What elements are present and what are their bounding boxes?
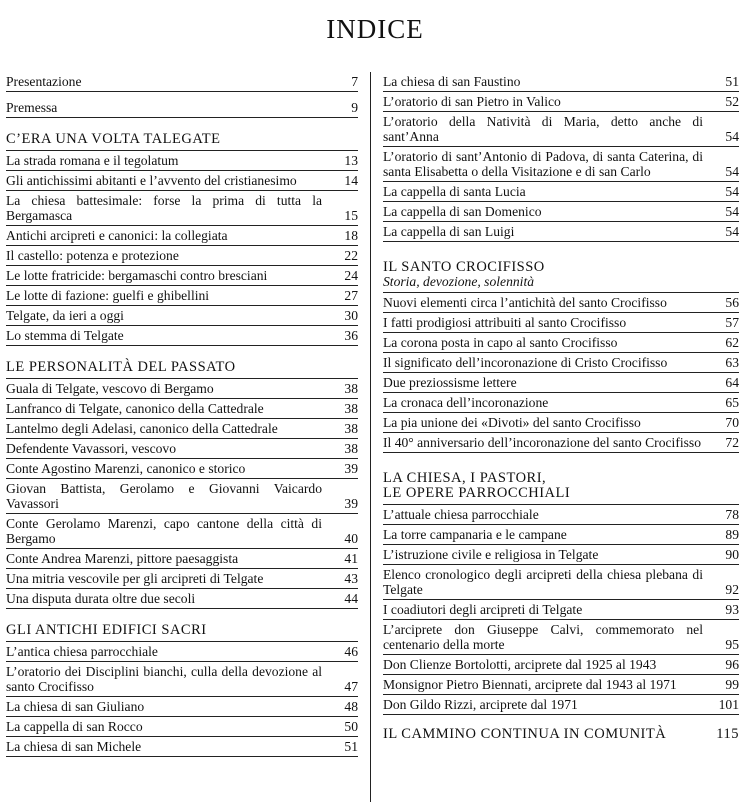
entry-title: Gli antichissimi abitanti e l’avvento del cristianesimo xyxy=(6,173,297,188)
toc-entry[interactable] xyxy=(6,514,358,549)
entry-title: Il castello: potenza e protezione xyxy=(6,248,179,263)
entry-title: Due preziossisme lettere xyxy=(383,375,517,390)
page-number: 13 xyxy=(344,153,358,168)
toc-entry[interactable] xyxy=(383,72,739,92)
entry-title: I fatti prodigiosi attribuiti al santo Crocifisso xyxy=(383,315,627,330)
page-number: 38 xyxy=(344,381,358,396)
entry-title: Conte Gerolamo Marenzi, capo cantone della città di Bergamo xyxy=(6,516,322,546)
entry-title: La cappella di san Rocco xyxy=(6,719,143,734)
entry-title: La cappella di san Luigi xyxy=(383,224,515,239)
toc-entry[interactable] xyxy=(383,675,739,695)
toc-entry[interactable] xyxy=(383,505,739,525)
page-number: 39 xyxy=(344,461,358,476)
page-number: 90 xyxy=(725,547,739,562)
page-number: 56 xyxy=(725,295,739,310)
toc-entry[interactable] xyxy=(6,171,358,191)
page-number: 47 xyxy=(344,679,358,694)
page-number: 24 xyxy=(344,268,358,283)
page-number: 27 xyxy=(344,288,358,303)
toc-entry[interactable] xyxy=(383,147,739,182)
page-number: 54 xyxy=(725,224,739,239)
page-number: 92 xyxy=(725,582,739,597)
page-number: 15 xyxy=(344,208,358,223)
page-number: 62 xyxy=(725,335,739,350)
entry-title: La corona posta in capo al santo Crocifisso xyxy=(383,335,618,350)
entry-title: Una mitria vescovile per gli arcipreti di Telgate xyxy=(6,571,264,586)
toc-entry[interactable] xyxy=(383,433,739,453)
toc-entry[interactable] xyxy=(6,662,358,697)
page-number: 38 xyxy=(344,401,358,416)
page-number: 96 xyxy=(725,657,739,672)
toc-entry[interactable] xyxy=(6,737,358,757)
page-number: 7 xyxy=(351,74,358,89)
entry-title: La pia unione dei «Divoti» del santo Crocifisso xyxy=(383,415,641,430)
section-heading: C’ERA UNA VOLTA TALEGATE xyxy=(6,132,358,151)
toc-entry[interactable] xyxy=(383,92,739,112)
toc-entry[interactable] xyxy=(6,286,358,306)
toc-entry-final[interactable] xyxy=(383,725,739,744)
left-column xyxy=(6,72,358,757)
toc-entry[interactable] xyxy=(383,620,739,655)
entry-title: Defendente Vavassori, vescovo xyxy=(6,441,176,456)
entry-title: Conte Andrea Marenzi, pittore paesaggista xyxy=(6,551,239,566)
entry-title: Presentazione xyxy=(6,74,82,89)
section-heading: GLI ANTICHI EDIFICI SACRI xyxy=(6,623,358,642)
entry-title: L’antica chiesa parrocchiale xyxy=(6,644,158,659)
entry-title: L’oratorio della Natività di Maria, detto anche di sant’Anna xyxy=(383,114,703,144)
page-number: 50 xyxy=(344,719,358,734)
toc-entry[interactable] xyxy=(383,545,739,565)
toc-entry[interactable] xyxy=(383,413,739,433)
page-number: 101 xyxy=(718,697,739,712)
section-heading: LE OPERE PARROCCHIALI xyxy=(383,486,739,505)
page-number: 54 xyxy=(725,184,739,199)
toc-entry[interactable] xyxy=(6,479,358,514)
entry-title: Lantelmo degli Adelasi, canonico della Cattedrale xyxy=(6,421,278,436)
entry-title: Conte Agostino Marenzi, canonico e storico xyxy=(6,461,246,476)
toc-entry[interactable] xyxy=(383,600,739,620)
page-number: 95 xyxy=(725,637,739,652)
page-number: 30 xyxy=(344,308,358,323)
page-number: 65 xyxy=(725,395,739,410)
toc-entry[interactable] xyxy=(383,293,739,313)
page-number: 89 xyxy=(725,527,739,542)
entry-title: I coadiutori degli arcipreti di Telgate xyxy=(383,602,583,617)
entry-title: Telgate, da ieri a oggi xyxy=(6,308,124,323)
toc-entry[interactable] xyxy=(383,373,739,393)
section-heading: IL SANTO CROCIFISSO xyxy=(383,259,545,275)
page-number: 115 xyxy=(716,726,739,742)
page-number: 43 xyxy=(344,571,358,586)
toc-entry[interactable] xyxy=(6,399,358,419)
toc-entry[interactable] xyxy=(6,419,358,439)
toc-entry[interactable] xyxy=(6,439,358,459)
page-number: 41 xyxy=(344,551,358,566)
toc-entry[interactable] xyxy=(6,306,358,326)
entry-title: Lanfranco di Telgate, canonico della Cattedrale xyxy=(6,401,264,416)
entry-title: Don Gildo Rizzi, arciprete dal 1971 xyxy=(383,697,578,712)
entry-title: L’istruzione civile e religiosa in Telgate xyxy=(383,547,599,562)
toc-entry[interactable] xyxy=(6,589,358,609)
entry-title: Una disputa durata oltre due secoli xyxy=(6,591,196,606)
toc-entry[interactable] xyxy=(6,697,358,717)
right-column xyxy=(383,72,739,744)
page-number: 52 xyxy=(725,94,739,109)
toc-entry[interactable] xyxy=(383,565,739,600)
entry-title: Nuovi elementi circa l’antichità del santo Crocifisso xyxy=(383,295,667,310)
entry-title: Giovan Battista, Gerolamo e Giovanni Vaicardo Vavassori xyxy=(6,481,322,511)
page-number: 38 xyxy=(344,421,358,436)
toc-entry[interactable] xyxy=(6,191,358,226)
toc-entry[interactable] xyxy=(6,98,358,118)
entry-title: Il significato dell’incoronazione di Cristo Crocifisso xyxy=(383,355,668,370)
toc-entry[interactable] xyxy=(383,525,739,545)
page-number: 38 xyxy=(344,441,358,456)
entry-title: L’oratorio di san Pietro in Valico xyxy=(383,94,561,109)
toc-entry[interactable] xyxy=(6,246,358,266)
page-number: 51 xyxy=(344,739,358,754)
page-number: 64 xyxy=(725,375,739,390)
toc-entry[interactable] xyxy=(383,333,739,353)
toc-entry[interactable] xyxy=(383,695,739,715)
toc-entry[interactable] xyxy=(6,642,358,662)
page-number: 57 xyxy=(725,315,739,330)
toc-entry[interactable] xyxy=(383,655,739,675)
page-number: 18 xyxy=(344,228,358,243)
entry-title: Le lotte di fazione: guelfi e ghibellini xyxy=(6,288,210,303)
toc-entry[interactable] xyxy=(6,717,358,737)
page-number: 78 xyxy=(725,507,739,522)
page-number: 22 xyxy=(344,248,358,263)
toc-entry[interactable] xyxy=(6,549,358,569)
entry-title: La torre campanaria e le campane xyxy=(383,527,567,542)
toc-entry[interactable] xyxy=(383,393,739,413)
entry-title: Premessa xyxy=(6,100,58,115)
entry-title: La cappella di santa Lucia xyxy=(383,184,526,199)
entry-title: L’arciprete don Giuseppe Calvi, commemorato nel centenario della morte xyxy=(383,622,703,652)
page-number: 54 xyxy=(725,204,739,219)
entry-title: IL CAMMINO CONTINUA IN COMUNITÀ xyxy=(383,726,667,742)
entry-title: Lo stemma di Telgate xyxy=(6,328,124,343)
toc-entry[interactable] xyxy=(6,379,358,399)
section-heading: LA CHIESA, I PASTORI, xyxy=(383,470,547,486)
entry-title: La chiesa di san Faustino xyxy=(383,74,521,89)
entry-title: L’oratorio dei Disciplini bianchi, culla della devozione al santo Crocifisso xyxy=(6,664,322,694)
toc-entry[interactable] xyxy=(383,112,739,147)
entry-title: La chiesa di san Michele xyxy=(6,739,142,754)
page-number: 72 xyxy=(725,435,739,450)
column-divider xyxy=(370,72,371,802)
page-number: 9 xyxy=(351,100,358,115)
toc-entry[interactable] xyxy=(6,266,358,286)
page-number: 54 xyxy=(725,129,739,144)
entry-title: Guala di Telgate, vescovo di Bergamo xyxy=(6,381,214,396)
toc-entry[interactable] xyxy=(383,202,739,222)
entry-title: Elenco cronologico degli arcipreti della chiesa plebana di Telgate xyxy=(383,567,703,597)
entry-title: Le lotte fratricide: bergamaschi contro bresciani xyxy=(6,268,268,283)
entry-title: La strada romana e il tegolatum xyxy=(6,153,179,168)
entry-title: Il 40° anniversario dell’incoronazione del santo Crocifisso xyxy=(383,435,701,450)
section-subheading: Storia, devozione, solennità xyxy=(383,274,739,293)
page-number: 70 xyxy=(725,415,739,430)
page-number: 93 xyxy=(725,602,739,617)
page-number: 54 xyxy=(725,164,739,179)
entry-title: L’oratorio di sant’Antonio di Padova, di santa Caterina, di santa Elisabetta o della Visitazione e di san Carlo xyxy=(383,149,703,179)
toc-entry[interactable] xyxy=(383,182,739,202)
page-number: 14 xyxy=(344,173,358,188)
toc-entry[interactable] xyxy=(6,72,358,92)
entry-title: Antichi arcipreti e canonici: la collegiata xyxy=(6,228,228,243)
page-number: 48 xyxy=(344,699,358,714)
entry-title: Monsignor Pietro Biennati, arciprete dal 1943 al 1971 xyxy=(383,677,677,692)
toc-entry[interactable] xyxy=(6,326,358,346)
entry-title: La cappella di san Domenico xyxy=(383,204,542,219)
page-number: 40 xyxy=(344,531,358,546)
section-heading: LE PERSONALITÀ DEL PASSATO xyxy=(6,360,358,379)
entry-title: La cronaca dell’incoronazione xyxy=(383,395,549,410)
entry-title: Don Clienze Bortolotti, arciprete dal 1925 al 1943 xyxy=(383,657,657,672)
page-number: 51 xyxy=(725,74,739,89)
entry-title: La chiesa battesimale: forse la prima di tutta la Bergamasca xyxy=(6,193,322,223)
page-number: 63 xyxy=(725,355,739,370)
toc-entry[interactable] xyxy=(6,226,358,246)
page-number: 36 xyxy=(344,328,358,343)
toc-entry[interactable] xyxy=(383,353,739,373)
toc-entry[interactable] xyxy=(6,459,358,479)
page-number: 44 xyxy=(344,591,358,606)
entry-title: La chiesa di san Giuliano xyxy=(6,699,145,714)
toc-entry[interactable] xyxy=(6,151,358,171)
page-number: 99 xyxy=(725,677,739,692)
page-number: 46 xyxy=(344,644,358,659)
page-title: INDICE xyxy=(326,14,424,44)
toc-entry[interactable] xyxy=(383,313,739,333)
entry-title: L’attuale chiesa parrocchiale xyxy=(383,507,539,522)
toc-entry[interactable] xyxy=(6,569,358,589)
toc-entry[interactable] xyxy=(383,222,739,242)
page-number: 39 xyxy=(344,496,358,511)
